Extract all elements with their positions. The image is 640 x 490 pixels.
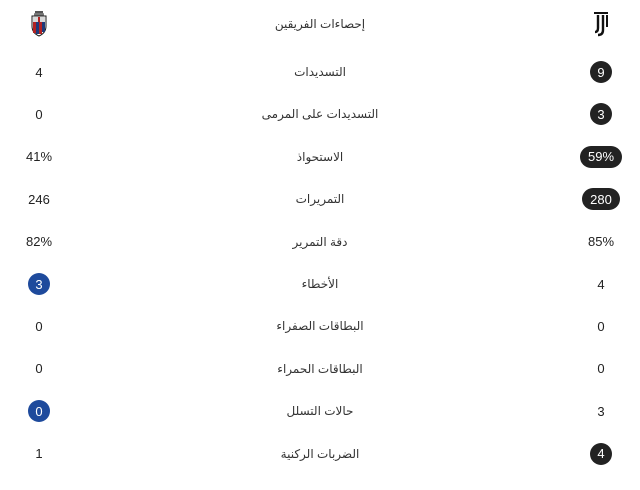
home-stat-badge: 3 — [590, 103, 612, 125]
home-stat-badge: 9 — [590, 61, 612, 83]
away-stat-value: 4 — [35, 64, 43, 80]
stat-row — [0, 224, 640, 260]
away-stat-value: 41% — [25, 149, 53, 165]
stat-label: التسديدات — [294, 65, 346, 79]
away-stat-cell — [0, 351, 78, 387]
away-stat-value: 82% — [25, 234, 53, 250]
stat-label: دقة التمرير — [292, 234, 348, 249]
juventus-logo-icon — [591, 11, 611, 37]
home-stat-value: 4 — [597, 276, 605, 292]
away-stat-cell — [0, 181, 78, 217]
stat-label: الضربات الركنية — [280, 446, 360, 461]
away-stat-cell — [0, 266, 78, 302]
away-stat-value: 1 — [35, 446, 43, 462]
stats-title: إحصاءات الفريقين — [274, 17, 366, 31]
home-stat-cell — [562, 181, 640, 217]
away-stat-badge: 3 — [28, 273, 50, 295]
stat-label: الاستحواذ — [296, 149, 344, 164]
away-stat-value: 0 — [35, 106, 43, 122]
stat-row — [0, 351, 640, 387]
away-stat-cell — [0, 393, 78, 429]
away-stat-cell — [0, 54, 78, 90]
home-stat-cell — [562, 139, 640, 175]
stat-label: البطاقات الصفراء — [276, 319, 364, 334]
stat-row — [0, 54, 640, 90]
stat-row — [0, 308, 640, 344]
home-stat-value: 0 — [597, 361, 605, 377]
home-stat-value: 85% — [587, 234, 615, 250]
home-stat-cell — [562, 96, 640, 132]
away-stat-cell — [0, 224, 78, 260]
away-stat-cell — [0, 139, 78, 175]
away-stat-value: 246 — [28, 191, 50, 207]
home-stat-cell — [562, 436, 640, 472]
stat-row — [0, 139, 640, 175]
home-stat-cell — [562, 351, 640, 387]
stat-row — [0, 96, 640, 132]
stat-label: الأخطاء — [301, 277, 339, 291]
stat-label: التسديدات على المرمى — [261, 107, 379, 122]
away-stat-value: 0 — [35, 361, 43, 377]
stat-row — [0, 181, 640, 217]
home-stat-badge: 4 — [590, 443, 612, 465]
home-stat-cell — [562, 393, 640, 429]
home-stat-badge: 59% — [580, 146, 622, 168]
stat-row — [0, 393, 640, 429]
home-stat-cell — [562, 224, 640, 260]
home-stat-badge: 280 — [582, 188, 620, 210]
away-team-logo — [0, 6, 78, 42]
stat-row — [0, 436, 640, 472]
stat-label: البطاقات الحمراء — [277, 361, 363, 376]
home-stat-cell — [562, 308, 640, 344]
home-stat-value: 0 — [597, 318, 605, 334]
home-team-logo — [562, 6, 640, 42]
away-stat-cell — [0, 308, 78, 344]
stats-header — [0, 6, 640, 42]
stat-label: التمريرات — [295, 192, 345, 207]
away-stat-cell — [0, 96, 78, 132]
away-stat-value: 0 — [35, 318, 43, 334]
away-stat-cell — [0, 436, 78, 472]
stat-row — [0, 266, 640, 302]
home-stat-value: 3 — [597, 403, 605, 419]
away-stat-badge: 0 — [28, 400, 50, 422]
home-stat-cell — [562, 266, 640, 302]
bologna-logo-icon — [29, 11, 49, 37]
home-stat-cell — [562, 54, 640, 90]
stat-label: حالات التسلل — [286, 404, 354, 419]
